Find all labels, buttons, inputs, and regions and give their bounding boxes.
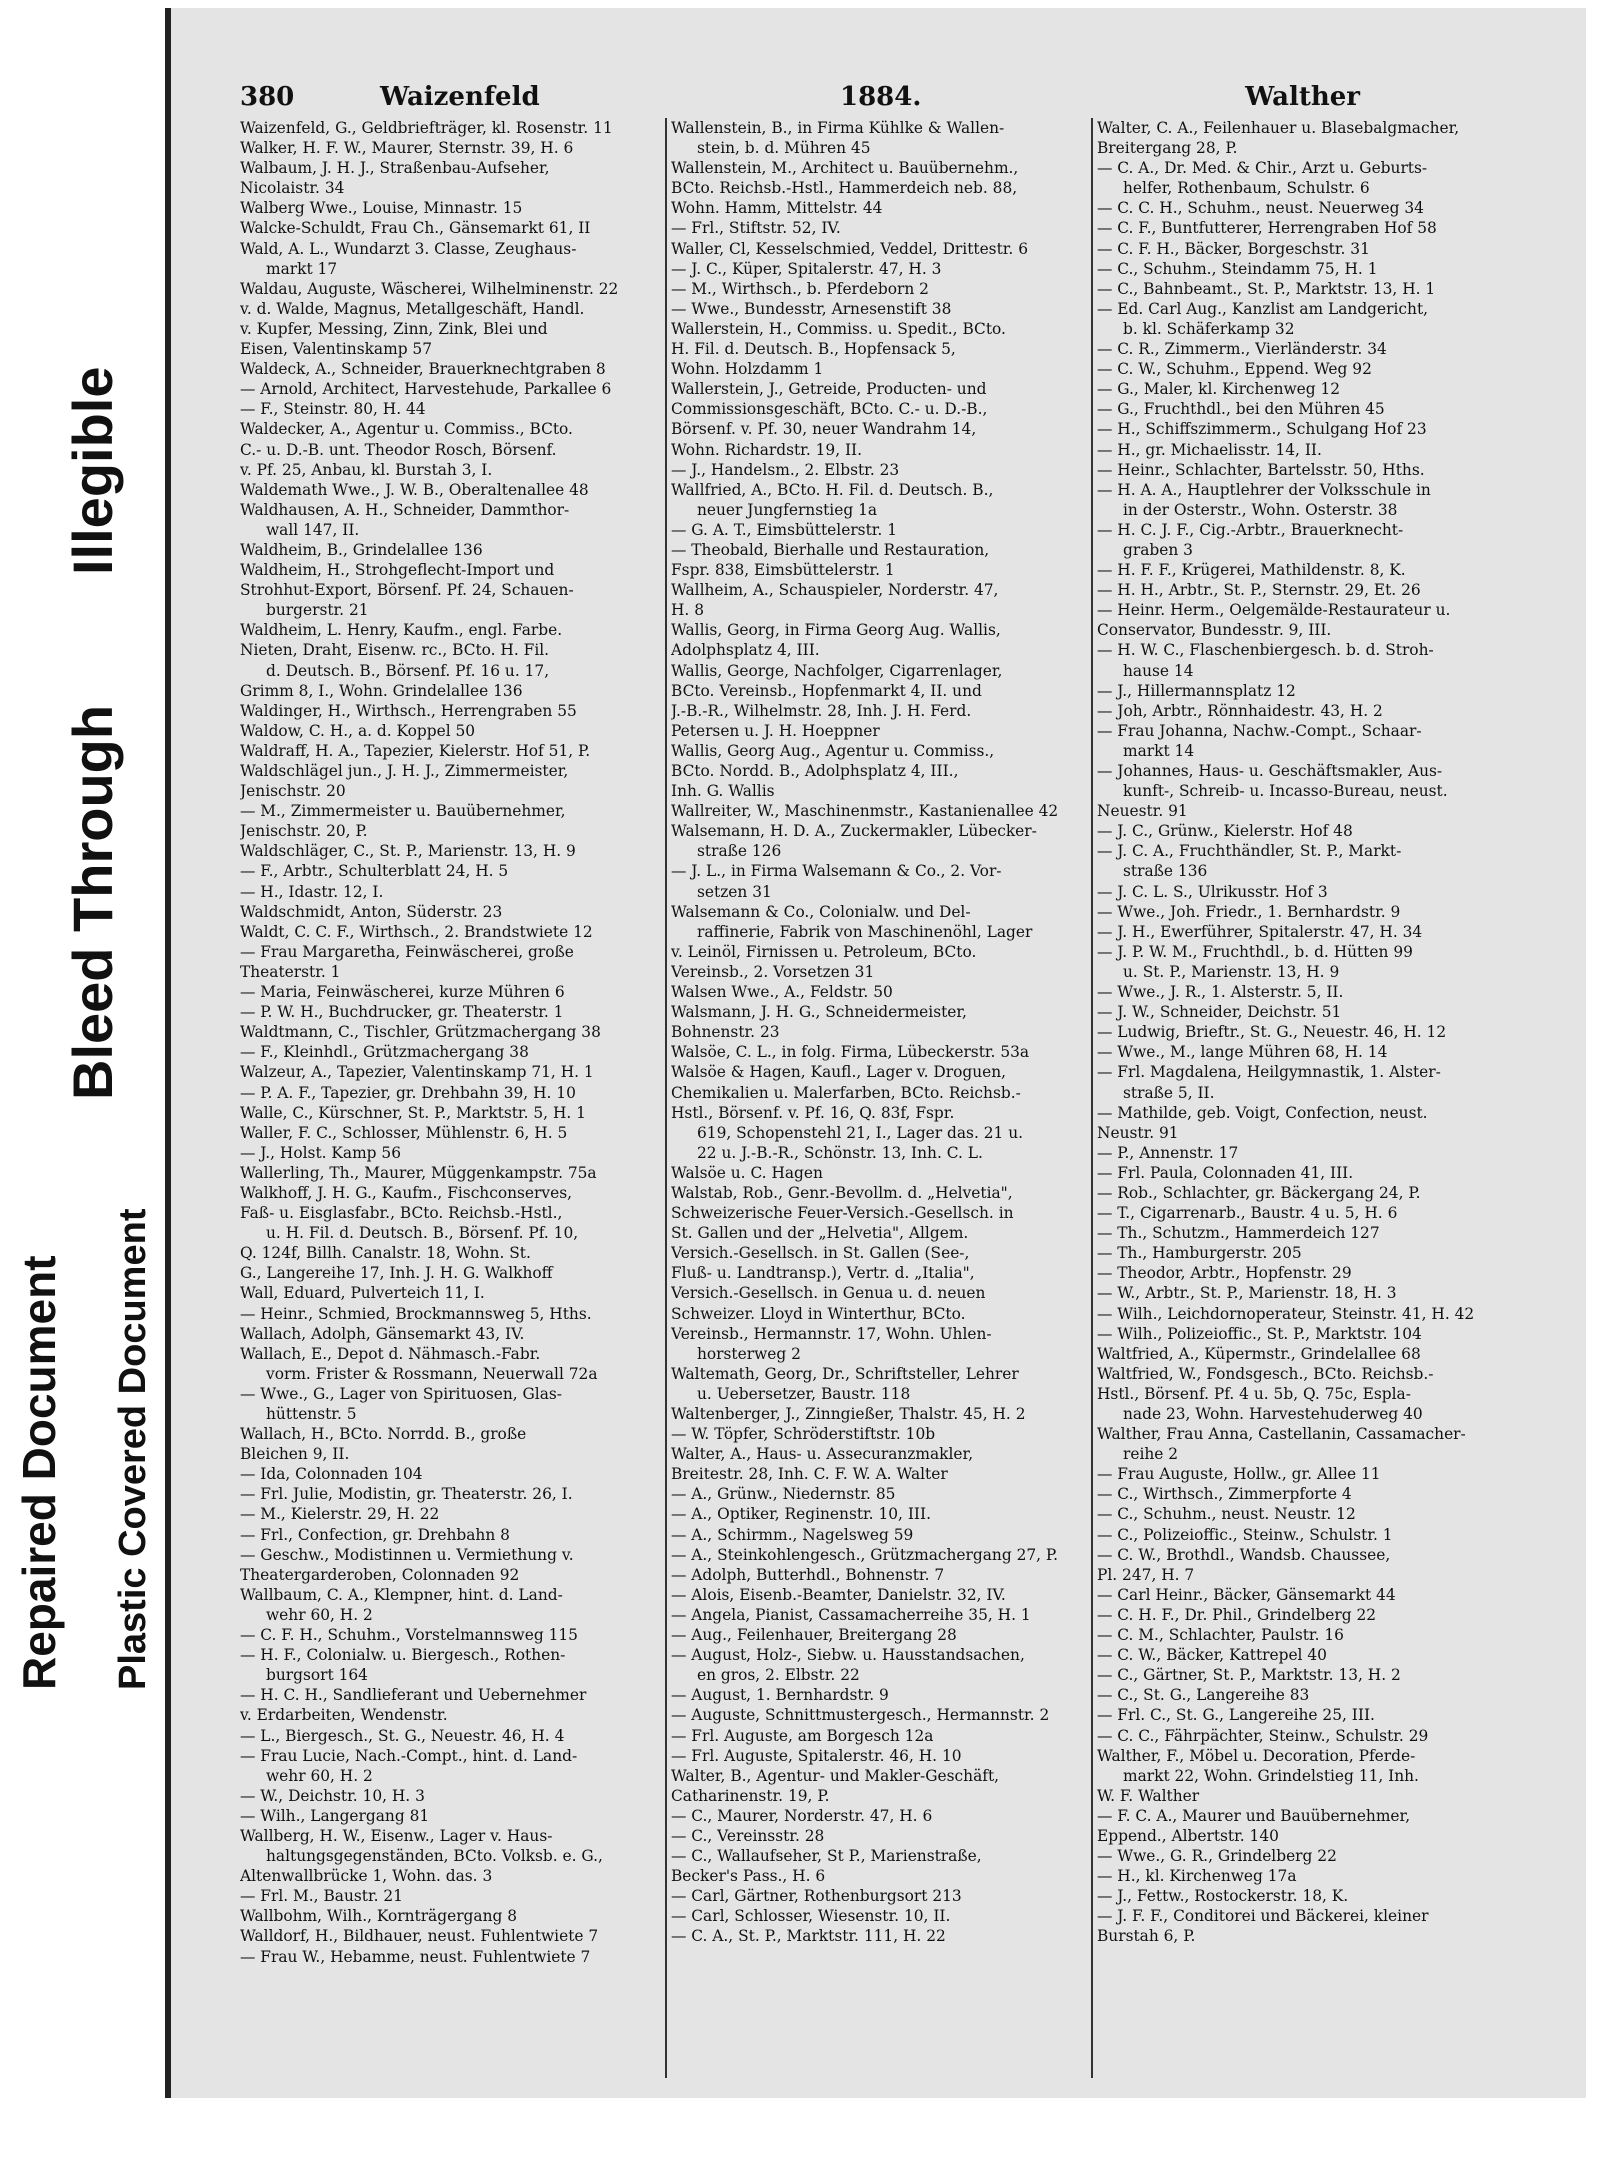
directory-entry-line: — Auguste, Schnittmustergesch., Hermannstr. 2: [671, 1706, 1050, 1725]
directory-entry-line: — C., Gärtner, St. P., Marktstr. 13, H. 2: [1097, 1666, 1401, 1685]
directory-entry-line: Wallach, E., Depot d. Nähmasch.-Fabr.: [240, 1344, 541, 1363]
directory-entry-line: Waltfried, A., Küpermstr., Grindelallee 68: [1097, 1344, 1421, 1363]
directory-entry-line: Breitergang 28, P.: [1097, 139, 1238, 158]
left-running-head: Waizenfeld: [380, 82, 540, 112]
directory-entry-line: — Frl., Confection, gr. Drehbahn 8: [240, 1525, 510, 1544]
directory-entry-line: — H. C. H., Sandlieferant und Uebernehmer: [240, 1686, 587, 1705]
directory-entry-line: — H., Idastr. 12, I.: [240, 882, 384, 901]
directory-entry-line: — J. C., Küper, Spitalerstr. 47, H. 3: [671, 259, 942, 278]
directory-entry-line: — Carl, Gärtner, Rothenburgsort 213: [671, 1887, 962, 1906]
directory-entry-line: St. Gallen und der „Helvetia", Allgem.: [671, 1224, 969, 1243]
directory-entry-line: — A., Optiker, Reginenstr. 10, III.: [671, 1505, 931, 1524]
directory-entry-line: Waldecker, A., Agentur u. Commiss., BCto.: [240, 420, 573, 439]
directory-entry-line: — Frau W., Hebamme, neust. Fuhlentwiete 7: [240, 1947, 591, 1966]
directory-entry-line: Waldinger, H., Wirthsch., Herrengraben 55: [240, 701, 577, 720]
directory-entry-line: — H., Schiffszimmerm., Schulgang Hof 23: [1097, 420, 1427, 439]
directory-entry-line: Walsmann, J. H. G., Schneidermeister,: [671, 1003, 967, 1022]
directory-entry-line: Theatergarderoben, Colonnaden 92: [240, 1565, 520, 1584]
directory-entry-line: Walldorf, H., Bildhauer, neust. Fuhlentwiete 7: [240, 1927, 599, 1946]
entry-continuation-line: u. Uebersetzer, Baustr. 118: [697, 1384, 911, 1403]
directory-entry-line: — J. P. W. M., Fruchthdl., b. d. Hütten 99: [1097, 942, 1413, 961]
entry-continuation-line: kunft-, Schreib- u. Incasso-Bureau, neust.: [1123, 782, 1448, 801]
directory-entry-line: Waizenfeld, G., Geldbriefträger, kl. Rosenstr. 11: [240, 119, 613, 137]
entry-continuation-line: hüttenstr. 5: [266, 1405, 357, 1423]
entry-continuation-line: helfer, Rothenbaum, Schulstr. 6: [1123, 179, 1370, 198]
directory-entry-line: Waller, Cl, Kesselschmied, Veddel, Drittestr. 6: [671, 239, 1029, 258]
directory-entry-line: Wallis, Georg, in Firma Georg Aug. Wallis,: [671, 621, 1001, 640]
directory-entry-line: Wallberg, H. W., Eisenw., Lager v. Haus-: [240, 1826, 553, 1845]
directory-entry-line: Nicolaistr. 34: [240, 179, 345, 198]
directory-entry-line: — M., Zimmermeister u. Bauübernehmer,: [240, 802, 566, 821]
directory-entry-line: Vereinsb., 2. Vorsetzen 31: [671, 962, 875, 981]
directory-entry-line: — Maria, Feinwäscherei, kurze Mühren 6: [240, 983, 565, 1002]
directory-entry-line: Jenischstr. 20, P.: [240, 822, 368, 841]
directory-entry-line: Pl. 247, H. 7: [1097, 1565, 1195, 1584]
directory-entry-line: — H., gr. Michaelisstr. 14, II.: [1097, 440, 1322, 459]
directory-entry-line: — C. H. F., Dr. Phil., Grindelberg 22: [1097, 1605, 1377, 1624]
directory-entry-line: — C. A., St. P., Marktstr. 111, H. 22: [671, 1927, 946, 1946]
directory-entry-line: — G., Fruchthdl., bei den Mühren 45: [1097, 400, 1385, 419]
directory-entry-line: Becker's Pass., H. 6: [671, 1867, 826, 1886]
directory-entry-line: — C. W., Bäcker, Kattrepel 40: [1097, 1646, 1327, 1665]
directory-entry-line: Burstah 6, P.: [1097, 1927, 1196, 1946]
directory-entry-line: — J. F. F., Conditorei und Bäckerei, kleiner: [1097, 1907, 1429, 1926]
directory-entry-line: Waltenberger, J., Zinngießer, Thalstr. 45, H. 2: [671, 1405, 1026, 1423]
directory-entry-line: — J., Holst. Kamp 56: [240, 1143, 402, 1162]
directory-entry-line: — H. W. C., Flaschenbiergesch. b. d. Stroh-: [1097, 641, 1434, 660]
directory-entry-line: — C. F. H., Bäcker, Borgeschstr. 31: [1097, 239, 1370, 258]
directory-entry-line: — Frl. C., St. G., Langereihe 25, III.: [1097, 1706, 1375, 1725]
directory-entry-line: — Frau Auguste, Hollw., gr. Allee 11: [1097, 1465, 1381, 1484]
directory-entry-line: Walsemann & Co., Colonialw. und Del-: [671, 902, 971, 921]
directory-entry-line: — Joh, Arbtr., Rönnhaidestr. 43, H. 2: [1097, 701, 1383, 720]
entry-continuation-line: in der Osterstr., Wohn. Osterstr. 38: [1123, 500, 1398, 519]
directory-entry-line: — C. M., Schlachter, Paulstr. 16: [1097, 1626, 1344, 1645]
entry-continuation-line: straße 5, II.: [1123, 1083, 1215, 1102]
directory-entry-line: Chemikalien u. Malerfarben, BCto. Reichsb.-: [671, 1083, 1021, 1102]
directory-entry-line: Wallis, George, Nachfolger, Cigarrenlager,: [671, 661, 1003, 680]
directory-entry-line: Grimm 8, I., Wohn. Grindelallee 136: [240, 681, 523, 700]
directory-entry-line: — Frl. Magdalena, Heilgymnastik, 1. Alster-: [1097, 1063, 1441, 1082]
directory-entry-line: — C., Bahnbeamt., St. P., Marktstr. 13, H. 1: [1097, 279, 1436, 298]
directory-entry-line: Wallbohm, Wilh., Kornträgergang 8: [240, 1907, 518, 1926]
directory-entry-line: v. Pf. 25, Anbau, kl. Burstah 3, I.: [240, 460, 493, 479]
directory-entry-line: Hstl., Börsenf. Pf. 4 u. 5b, Q. 75c, Espla-: [1097, 1384, 1411, 1403]
directory-entry-line: Q. 124f, Billh. Canalstr. 18, Wohn. St.: [240, 1244, 531, 1263]
directory-entry-line: — H. F. F., Krügerei, Mathildenstr. 8, K.: [1097, 561, 1406, 580]
entry-continuation-line: 619, Schopenstehl 21, I., Lager das. 21 u.: [697, 1123, 1024, 1142]
directory-entry-line: Wallerstein, H., Commiss. u. Spedit., BCto.: [671, 319, 1006, 338]
directory-entry-line: — C. C., Fährpächter, Steinw., Schulstr. 29: [1097, 1726, 1429, 1745]
entry-continuation-line: u. St. P., Marienstr. 13, H. 9: [1123, 962, 1340, 981]
directory-entry-line: Wallreiter, W., Maschinenmstr., Kastanienallee 42: [671, 802, 1059, 821]
entry-continuation-line: burgsort 164: [266, 1666, 368, 1685]
directory-entry-line: — August, 1. Bernhardstr. 9: [671, 1686, 889, 1705]
directory-entry-line: — J. H., Ewerführer, Spitalerstr. 47, H. 34: [1097, 922, 1423, 941]
directory-entry-line: Nieten, Draht, Eisenw. rc., BCto. H. Fil.: [240, 641, 550, 660]
entry-continuation-line: u. H. Fil. d. Deutsch. B., Börsenf. Pf. 10,: [266, 1224, 579, 1243]
directory-entry-line: Walstab, Rob., Genr.-Bevollm. d. „Helvetia",: [671, 1183, 1013, 1202]
entry-continuation-line: markt 17: [266, 259, 338, 278]
directory-entry-line: — P. A. F., Tapezier, gr. Drehbahn 39, H. 10: [240, 1083, 576, 1102]
directory-entry-line: — C., Wirthsch., Zimmerpforte 4: [1097, 1485, 1352, 1504]
directory-entry-line: — Ida, Colonnaden 104: [240, 1465, 423, 1484]
directory-entry-line: Vereinsb., Hermannstr. 17, Wohn. Uhlen-: [671, 1324, 992, 1343]
directory-entry-line: C.- u. D.-B. unt. Theodor Rosch, Börsenf.: [240, 440, 557, 459]
directory-entry-line: — Th., Hamburgerstr. 205: [1097, 1244, 1302, 1263]
directory-entry-line: — G., Maler, kl. Kirchenweg 12: [1097, 380, 1341, 399]
column-divider: [1091, 118, 1093, 2078]
directory-entry-line: Waldemath Wwe., J. W. B., Oberaltenallee 48: [240, 480, 589, 499]
directory-entry-line: — Frau Lucie, Nach.-Compt., hint. d. Land-: [240, 1746, 578, 1765]
directory-entry-line: Wallis, Georg Aug., Agentur u. Commiss.,: [671, 741, 995, 760]
directory-entry-line: — H. C. J. F., Cig.-Arbtr., Brauerknecht-: [1097, 520, 1404, 539]
entry-continuation-line: b. kl. Schäferkamp 32: [1123, 319, 1295, 338]
directory-entry-line: Waldschmidt, Anton, Süderstr. 23: [240, 902, 503, 921]
directory-entry-line: — H. H., Arbtr., St. P., Sternstr. 29, Et. 26: [1097, 581, 1421, 600]
directory-entry-line: — A., Schirmm., Nagelsweg 59: [671, 1525, 914, 1544]
directory-entry-line: Wohn. Hamm, Mittelstr. 44: [671, 199, 883, 218]
directory-entry-line: Waldschlägel jun., J. H. J., Zimmermeister,: [240, 762, 569, 780]
directory-entry-line: Commissionsgeschäft, BCto. C.- u. D.-B.,: [671, 400, 988, 419]
entry-continuation-line: wall 147, II.: [266, 520, 360, 539]
directory-entry-line: — C. W., Brothdl., Wandsb. Chaussee,: [1097, 1545, 1391, 1564]
directory-entry-line: — J., Hillermannsplatz 12: [1097, 681, 1296, 700]
directory-entry-line: Neustr. 91: [1097, 1123, 1179, 1142]
directory-entry-line: — Ed. Carl Aug., Kanzlist am Landgericht,: [1097, 299, 1429, 318]
directory-entry-line: — J. C., Grünw., Kielerstr. Hof 48: [1097, 822, 1353, 841]
directory-entry-line: Waltfried, W., Fondsgesch., BCto. Reichsb.-: [1097, 1364, 1434, 1383]
directory-entry-line: — J. C. A., Fruchthändler, St. P., Markt-: [1097, 842, 1402, 861]
directory-entry-line: — August, Holz-, Siebw. u. Hausstandsachen,: [671, 1646, 1025, 1665]
entry-continuation-line: stein, b. d. Mühren 45: [697, 139, 871, 158]
directory-entry-line: — C., Maurer, Norderstr. 47, H. 6: [671, 1806, 933, 1825]
directory-entry-line: — Theobald, Bierhalle und Restauration,: [671, 540, 990, 559]
directory-entry-line: J.-B.-R., Wilhelmstr. 28, Inh. J. H. Ferd.: [671, 701, 972, 720]
entry-continuation-line: d. Deutsch. B., Börsenf. Pf. 16 u. 17,: [266, 661, 550, 680]
bleed-through-label: Bleed Through: [61, 704, 124, 1100]
directory-entry-line: — Wwe., Bundesstr, Arnesenstift 38: [671, 299, 952, 318]
directory-entry-line: Wallenstein, M., Architect u. Bauübernehm.,: [671, 159, 1019, 178]
directory-entry-line: — M., Kielerstr. 29, H. 22: [240, 1505, 440, 1524]
directory-entry-line: Waldtmann, C., Tischler, Grützmachergang 38: [240, 1023, 601, 1042]
directory-entry-line: — Rob., Schlachter, gr. Bäckergang 24, P.: [1097, 1183, 1421, 1202]
directory-entry-line: Wallbaum, C. A., Klempner, hint. d. Land-: [240, 1585, 563, 1604]
directory-entry-line: Walzeur, A., Tapezier, Valentinskamp 71, H. 1: [240, 1063, 594, 1082]
directory-entry-line: Walsöe, C. L., in folg. Firma, Lübeckerstr. 53a: [671, 1043, 1030, 1062]
entry-continuation-line: markt 14: [1123, 741, 1195, 760]
entry-continuation-line: reihe 2: [1123, 1445, 1179, 1464]
entry-continuation-line: en gros, 2. Elbstr. 22: [697, 1666, 860, 1685]
directory-entry-line: Waldschläger, C., St. P., Marienstr. 13, H. 9: [240, 842, 576, 861]
directory-entry-line: Inh. G. Wallis: [671, 782, 775, 801]
directory-entry-line: Jenischstr. 20: [240, 782, 346, 801]
directory-entry-line: — C. F. H., Schuhm., Vorstelmannsweg 115: [240, 1626, 578, 1645]
directory-entry-line: — J. C. L. S., Ulrikusstr. Hof 3: [1097, 882, 1328, 901]
repaired-document-label: Repaired Document: [13, 1255, 65, 1690]
directory-entry-line: Walberg Wwe., Louise, Minnastr. 15: [240, 199, 523, 218]
entry-continuation-line: vorm. Frister & Rossmann, Neuerwall 72a: [266, 1364, 598, 1383]
directory-entry-line: Fluß- u. Landtransp.), Vertr. d. „Italia",: [671, 1264, 975, 1283]
directory-entry-line: H. 8: [671, 601, 704, 620]
directory-entry-line: Walter, A., Haus- u. Assecuranzmakler,: [671, 1445, 974, 1464]
directory-entry-line: Walle, C., Kürschner, St. P., Marktstr. 5, H. 1: [240, 1103, 586, 1122]
directory-entry-line: — W. Töpfer, Schröderstiftstr. 10b: [671, 1425, 936, 1444]
directory-entry-line: Waldhausen, A. H., Schneider, Dammthor-: [240, 500, 570, 519]
directory-entry-line: — F. C. A., Maurer und Bauübernehmer,: [1097, 1806, 1411, 1825]
column-divider: [665, 118, 667, 2078]
directory-entry-line: — C. W., Schuhm., Eppend. Weg 92: [1097, 360, 1372, 379]
directory-entry-line: Versich.-Gesellsch. in Genua u. d. neuen: [671, 1284, 986, 1303]
entry-continuation-line: horsterweg 2: [697, 1344, 801, 1363]
directory-entry-line: Walther, F., Möbel u. Decoration, Pferde-: [1097, 1746, 1416, 1765]
directory-entry-line: — C., St. G., Langereihe 83: [1097, 1686, 1310, 1705]
directory-entry-line: — C. R., Zimmerm., Vierländerstr. 34: [1097, 340, 1387, 359]
page-year: 1884.: [840, 82, 922, 112]
entry-continuation-line: markt 22, Wohn. Grindelstieg 11, Inh.: [1123, 1766, 1419, 1785]
directory-entry-line: — P., Annenstr. 17: [1097, 1143, 1239, 1162]
directory-entry-line: Walbaum, J. H. J., Straßenbau-Aufseher,: [240, 159, 550, 178]
directory-entry-line: — C., Wallaufseher, St P., Marienstraße,: [671, 1847, 982, 1866]
page-header: [240, 82, 1360, 118]
directory-entry-line: — C. C. H., Schuhm., neust. Neuerweg 34: [1097, 199, 1424, 218]
directory-entry-line: — C., Schuhm., Steindamm 75, H. 1: [1097, 259, 1378, 278]
directory-entry-line: — Adolph, Butterhdl., Bohnenstr. 7: [671, 1565, 945, 1584]
directory-entry-line: H. Fil. d. Deutsch. B., Hopfensack 5,: [671, 340, 956, 359]
directory-entry-line: — Wwe., M., lange Mühren 68, H. 14: [1097, 1043, 1388, 1062]
directory-entry-line: — Frl. Julie, Modistin, gr. Theaterstr. 26, I.: [240, 1485, 573, 1504]
directory-entry-line: Wallerstein, J., Getreide, Producten- und: [671, 380, 987, 399]
directory-entry-line: — Frau Johanna, Nachw.-Compt., Schaar-: [1097, 721, 1422, 740]
directory-entry-line: Waldheim, B., Grindelallee 136: [240, 540, 483, 559]
directory-entry-line: Walther, Frau Anna, Castellanin, Cassamacher-: [1097, 1425, 1466, 1444]
directory-entry-line: W. F. Walther: [1097, 1786, 1200, 1805]
directory-entry-line: v. Kupfer, Messing, Zinn, Zink, Blei und: [240, 319, 548, 338]
directory-entry-line: Bleichen 9, II.: [240, 1445, 350, 1464]
directory-entry-line: v. Leinöl, Firnissen u. Petroleum, BCto.: [671, 942, 977, 961]
directory-entry-line: — L., Biergesch., St. G., Neuestr. 46, H. 4: [240, 1726, 565, 1745]
directory-entry-line: — H., kl. Kirchenweg 17a: [1097, 1867, 1297, 1886]
directory-entry-line: — H. F., Colonialw. u. Biergesch., Rothen-: [240, 1646, 566, 1665]
directory-entry-line: — J., Handelsm., 2. Elbstr. 23: [671, 460, 900, 479]
directory-entry-line: v. Erdarbeiten, Wendenstr.: [240, 1706, 448, 1725]
directory-entry-line: Schweizerische Feuer-Versich.-Gesellsch. in: [671, 1204, 1014, 1223]
directory-column-1: [240, 118, 660, 2078]
directory-entry-line: Waldow, C. H., a. d. Koppel 50: [240, 721, 476, 740]
directory-entry-line: Petersen u. J. H. Hoeppner: [671, 721, 880, 740]
directory-entry-line: — Heinr., Schmied, Brockmannsweg 5, Hths.: [240, 1304, 592, 1323]
directory-entry-line: Wallach, H., BCto. Norrdd. B., große: [240, 1425, 527, 1444]
directory-entry-line: Waltemath, Georg, Dr., Schriftsteller, Lehrer: [671, 1364, 1019, 1383]
directory-entry-line: — Heinr., Schlachter, Bartelsstr. 50, Hths.: [1097, 460, 1425, 479]
directory-entry-line: — Heinr. Herm., Oelgemälde-Restaurateur u.: [1097, 601, 1451, 620]
directory-entry-line: — Frl. Auguste, Spitalerstr. 46, H. 10: [671, 1746, 962, 1765]
directory-entry-line: — F., Arbtr., Schulterblatt 24, H. 5: [240, 862, 509, 881]
directory-entry-line: Eppend., Albertstr. 140: [1097, 1826, 1279, 1845]
directory-entry-line: Waldheim, H., Strohgeflecht-Import und: [240, 561, 555, 580]
directory-entry-line: — C., Polizeioffic., Steinw., Schulstr. 1: [1097, 1525, 1393, 1544]
directory-entry-line: — Alois, Eisenb.-Beamter, Danielstr. 32, IV.: [671, 1585, 1006, 1604]
directory-entry-line: — Theodor, Arbtr., Hopfenstr. 29: [1097, 1264, 1352, 1283]
directory-entry-line: Wallerling, Th., Maurer, Müggenkampstr. 75a: [240, 1163, 597, 1182]
directory-entry-line: Wallach, Adolph, Gänsemarkt 43, IV.: [240, 1324, 525, 1343]
directory-entry-line: — Wilh., Leichdornoperateur, Steinstr. 41, H. 42: [1097, 1304, 1475, 1323]
directory-entry-line: Wallenstein, B., in Firma Kühlke & Wallen-: [671, 119, 1005, 137]
page-number: 380: [240, 82, 295, 112]
directory-entry-line: — F., Steinstr. 80, H. 44: [240, 400, 426, 419]
entry-continuation-line: setzen 31: [697, 882, 772, 901]
directory-entry-line: Neuestr. 91: [1097, 802, 1188, 821]
directory-entry-line: Waldau, Auguste, Wäscherei, Wilhelminenstr. 22: [240, 279, 619, 298]
directory-entry-line: — W., Arbtr., St. P., Marienstr. 18, H. 3: [1097, 1284, 1397, 1303]
directory-entry-line: — F., Kleinhdl., Grützmachergang 38: [240, 1043, 529, 1062]
directory-entry-line: — Wwe., G. R., Grindelberg 22: [1097, 1847, 1337, 1866]
entry-continuation-line: straße 136: [1123, 862, 1208, 881]
directory-entry-line: — J. L., in Firma Walsemann & Co., 2. Vor-: [671, 862, 1002, 881]
directory-column-2: [671, 118, 1091, 2078]
directory-entry-line: — H. A. A., Hauptlehrer der Volksschule in: [1097, 480, 1431, 499]
directory-entry-line: — Wilh., Polizeioffic., St. P., Marktstr. 104: [1097, 1324, 1422, 1343]
directory-entry-line: Adolphsplatz 4, III.: [671, 641, 820, 660]
directory-entry-line: — J., Fettw., Rostockerstr. 18, K.: [1097, 1887, 1349, 1906]
directory-entry-line: BCto. Vereinsb., Hopfenmarkt 4, II. und: [671, 681, 982, 700]
directory-column-3: [1097, 118, 1517, 2078]
directory-entry-line: — G. A. T., Eimsbüttelerstr. 1: [671, 520, 897, 539]
directory-entry-line: Wallheim, A., Schauspieler, Norderstr. 47,: [671, 581, 999, 600]
directory-entry-line: Catharinenstr. 19, P.: [671, 1786, 830, 1805]
directory-entry-line: — Frl. Auguste, am Borgesch 12a: [671, 1726, 934, 1745]
directory-entry-line: Waldeck, A., Schneider, Brauerknechtgraben 8: [240, 360, 606, 379]
directory-entry-line: Waldheim, L. Henry, Kaufm., engl. Farbe.: [240, 621, 563, 640]
directory-entry-line: Conservator, Bundesstr. 9, III.: [1097, 621, 1332, 640]
directory-entry-line: BCto. Reichsb.-Hstl., Hammerdeich neb. 88,: [671, 179, 1018, 198]
entry-continuation-line: haltungsgegenständen, BCto. Volksb. e. G.,: [266, 1847, 603, 1866]
directory-entry-line: Faß- u. Eisglasfabr., BCto. Reichsb.-Hstl.,: [240, 1204, 563, 1223]
directory-entry-line: — C. A., Dr. Med. & Chir., Arzt u. Geburts-: [1097, 159, 1428, 178]
entry-continuation-line: burgerstr. 21: [266, 601, 369, 620]
directory-entry-line: — Arnold, Architect, Harvestehude, Parkallee 6: [240, 380, 612, 399]
directory-entry-line: Börsenf. v. Pf. 30, neuer Wandrahm 14,: [671, 420, 977, 439]
directory-entry-line: Walkhoff, J. H. G., Kaufm., Fischconserves,: [240, 1183, 572, 1202]
directory-entry-line: Wohn. Richardstr. 19, II.: [671, 440, 863, 459]
right-running-head: Walther: [1245, 82, 1360, 112]
directory-entry-line: Walter, C. A., Feilenhauer u. Blasebalgmacher,: [1097, 119, 1460, 137]
directory-entry-line: Versich.-Gesellsch. in St. Gallen (See-,: [671, 1244, 970, 1263]
entry-continuation-line: raffinerie, Fabrik von Maschinenöhl, Lager: [697, 922, 1033, 941]
directory-entry-line: — C., Schuhm., neust. Neustr. 12: [1097, 1505, 1356, 1524]
directory-entry-line: — Ludwig, Brieftr., St. G., Neuestr. 46, H. 12: [1097, 1023, 1447, 1042]
directory-entry-line: — T., Cigarrenarb., Baustr. 4 u. 5, H. 6: [1097, 1204, 1398, 1223]
directory-entry-line: Walsöe & Hagen, Kaufl., Lager v. Droguen,: [671, 1063, 1007, 1082]
directory-entry-line: BCto. Nordd. B., Adolphsplatz 4, III.,: [671, 762, 959, 780]
directory-entry-line: — C. F., Buntfutterer, Herrengraben Hof 58: [1097, 219, 1437, 238]
directory-entry-line: Strohhut-Export, Börsenf. Pf. 24, Schauen-: [240, 581, 574, 600]
directory-entry-line: — Aug., Feilenhauer, Breitergang 28: [671, 1626, 957, 1645]
entry-continuation-line: 22 u. J.-B.-R., Schönstr. 13, Inh. C. L.: [697, 1143, 983, 1162]
directory-entry-line: Wallfried, A., BCto. H. Fil. d. Deutsch. B.,: [671, 480, 994, 499]
directory-entry-line: — Wwe., G., Lager von Spirituosen, Glas-: [240, 1384, 563, 1403]
directory-entry-line: Schweizer. Lloyd in Winterthur, BCto.: [671, 1304, 966, 1323]
directory-entry-line: — Frl. M., Baustr. 21: [240, 1887, 403, 1906]
directory-entry-line: Wall, Eduard, Pulverteich 11, I.: [240, 1284, 485, 1303]
directory-entry-line: Walsen Wwe., A., Feldstr. 50: [671, 983, 893, 1002]
directory-entry-line: — Frau Margaretha, Feinwäscherei, große: [240, 942, 574, 961]
entry-continuation-line: nade 23, Wohn. Harvestehuderweg 40: [1123, 1405, 1423, 1423]
directory-entry-line: G., Langereihe 17, Inh. J. H. G. Walkhoff: [240, 1264, 553, 1283]
directory-entry-line: — Carl Heinr., Bäcker, Gänsemarkt 44: [1097, 1585, 1396, 1604]
directory-entry-line: Wald, A. L., Wundarzt 3. Classe, Zeughaus-: [240, 239, 577, 258]
directory-entry-line: Bohnenstr. 23: [671, 1023, 780, 1042]
directory-entry-line: Eisen, Valentinskamp 57: [240, 340, 433, 359]
entry-continuation-line: straße 126: [697, 842, 782, 861]
directory-entry-line: — M., Wirthsch., b. Pferdeborn 2: [671, 279, 929, 298]
directory-entry-line: Altenwallbrücke 1, Wohn. das. 3: [240, 1867, 493, 1886]
directory-entry-line: — Geschw., Modistinnen u. Vermiethung v.: [240, 1545, 574, 1564]
illegible-label: Illegible: [61, 366, 124, 575]
directory-entry-line: Walcke-Schuldt, Frau Ch., Gänsemarkt 61, II: [240, 219, 591, 238]
directory-entry-line: Walter, B., Agentur- und Makler-Geschäft,: [671, 1766, 1000, 1785]
directory-entry-line: — Frl., Stiftstr. 52, IV.: [671, 219, 841, 238]
directory-entry-line: — Mathilde, geb. Voigt, Confection, neust.: [1097, 1103, 1428, 1122]
entry-continuation-line: graben 3: [1123, 540, 1193, 559]
entry-continuation-line: wehr 60, H. 2: [266, 1605, 373, 1624]
directory-entry-line: — P. W. H., Buchdrucker, gr. Theaterstr. 1: [240, 1003, 564, 1022]
directory-entry-line: — W., Deichstr. 10, H. 3: [240, 1786, 425, 1805]
directory-entry-line: Breitestr. 28, Inh. C. F. W. A. Walter: [671, 1465, 948, 1484]
directory-entry-line: — J. W., Schneider, Deichstr. 51: [1097, 1003, 1342, 1022]
directory-entry-line: Waller, F. C., Schlosser, Mühlenstr. 6, H. 5: [240, 1123, 568, 1142]
entry-continuation-line: hause 14: [1123, 661, 1194, 680]
directory-entry-line: — Frl. Paula, Colonnaden 41, III.: [1097, 1163, 1354, 1182]
directory-entry-line: Walker, H. F. W., Maurer, Sternstr. 39, H. 6: [240, 139, 574, 158]
directory-entry-line: Wohn. Holzdamm 1: [671, 360, 824, 379]
directory-entry-line: — Wwe., J. R., 1. Alsterstr. 5, II.: [1097, 983, 1344, 1002]
directory-entry-line: — Carl, Schlosser, Wiesenstr. 10, II.: [671, 1907, 951, 1926]
directory-entry-line: Waldt, C. C. F., Wirthsch., 2. Brandstwiete 12: [240, 922, 593, 941]
directory-entry-line: Walsöe u. C. Hagen: [671, 1163, 823, 1182]
directory-entry-line: Hstl., Börsenf. v. Pf. 16, Q. 83f, Fspr.: [671, 1103, 955, 1122]
directory-entry-line: — A., Steinkohlengesch., Grützmachergang 27, P.: [671, 1545, 1059, 1564]
directory-entry-line: — C., Vereinsstr. 28: [671, 1826, 825, 1845]
directory-entry-line: — Th., Schutzm., Hammerdeich 127: [1097, 1224, 1380, 1243]
directory-entry-line: — Johannes, Haus- u. Geschäftsmakler, Aus-: [1097, 762, 1443, 780]
directory-entry-line: — Angela, Pianist, Cassamacherreihe 35, H. 1: [671, 1605, 1031, 1624]
directory-entry-line: — A., Grünw., Niedernstr. 85: [671, 1485, 896, 1504]
directory-entry-line: Fspr. 838, Eimsbüttelerstr. 1: [671, 561, 895, 580]
directory-entry-line: Waldraff, H. A., Tapezier, Kielerstr. Hof 51, P.: [240, 741, 591, 760]
directory-entry-line: v. d. Walde, Magnus, Metallgeschäft, Handl.: [240, 299, 585, 318]
directory-entry-line: Walsemann, H. D. A., Zuckermakler, Lübecker-: [671, 822, 1037, 841]
plastic-covered-document-label: Plastic Covered Document: [112, 1208, 154, 1690]
entry-continuation-line: neuer Jungfernstieg 1a: [697, 500, 878, 519]
directory-entry-line: Theaterstr. 1: [240, 962, 341, 981]
entry-continuation-line: wehr 60, H. 2: [266, 1766, 373, 1785]
directory-entry-line: — Wilh., Langergang 81: [240, 1806, 430, 1825]
directory-entry-line: — Wwe., Joh. Friedr., 1. Bernhardstr. 9: [1097, 902, 1401, 921]
